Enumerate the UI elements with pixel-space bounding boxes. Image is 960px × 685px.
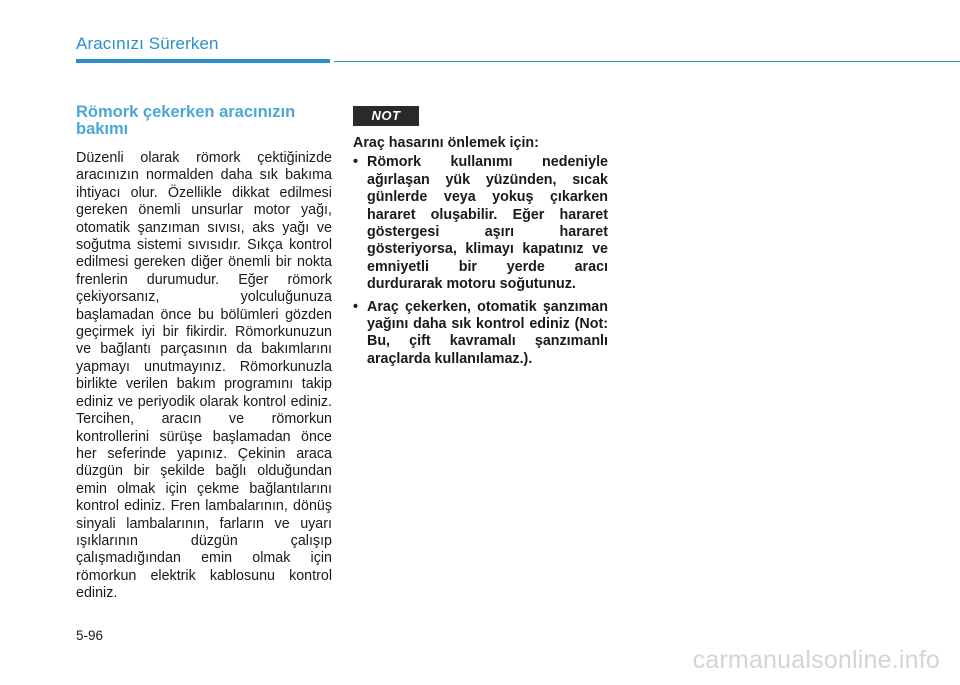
note-list [353,154,608,368]
page-number: 5-96 [76,628,104,643]
section-heading-line-2: bakımı [76,120,129,138]
section-heading [76,104,332,138]
section-title: Aracınızı Sürerken [76,34,219,53]
note-list-item [353,299,608,369]
watermark: carmanualsonline.info [692,646,940,674]
note-badge: NOT [353,106,419,126]
body-paragraph: Düzenli olarak römork çektiğinizde aracınızın normalden daha sık bakıma ihtiyacı olur. Özellikle dikkat edilmesi gereken önemli unsurlar motor yağı, otomatik şanzıman sıvısı, aks yağı ve soğutma sistemi sıvısıdır. Sıkça kontrol edilmesi gereken diğer önemli bir nokta frenlerin durumudur. Eğer römork çekiyorsanız, yolculuğunuza başlamadan önce bu bölümleri gözden geçirmek iyi bir fikirdir. Römorkunuzun ve bağlantı parçasının da bakımlarını yapmayı unutmayınız. Römorkunuzla birlikte verilen bakım programını takip ediniz ve periyodik olarak kontrol ediniz. Tercihen, aracın ve römorkun kontrollerini sürüşe başlamadan önce her seferinde yapınız. Çekinin araca düzgün bir şekilde bağlı olduğundan emin olmak için çekme bağlantılarını kontrol ediniz. Fren lambalarının, dönüş sinyali lambalarının, farların ve uyarı ışıklarının düzgün çalışıp çalışmadığından emin olmak için römorkun elektrik kablosunu kontrol ediniz. [76,150,332,602]
header-rule-thin [334,61,960,62]
header-rule-thick [76,59,330,63]
note-box [353,106,608,373]
note-item-text: Araç çekerken, otomatik şanzıman yağını daha sık kontrol ediniz (Not: Bu, çift kavramalı şanzımanlı araçlarda kullanılamaz.). [367,298,608,367]
bullet-icon: • [353,298,359,315]
left-column [76,104,332,603]
bullet-icon: • [353,154,359,171]
note-list-item [353,154,608,293]
note-item-text: Römork kullanımı nedeniyle ağırlaşan yük yüzünden, sıcak günlerde veya yokuş çıkarken hararet oluşabilir. Eğer hararet göstergesi aşırı hararet gösteriyorsa, klimayı kapatınız ve emniyetli bir yerde aracı durdurarak motoru soğutunuz. [367,154,608,293]
section-heading-line-1: Römork çekerken aracınızın [76,103,296,121]
note-title: Araç hasarını önlemek için: [353,135,539,151]
